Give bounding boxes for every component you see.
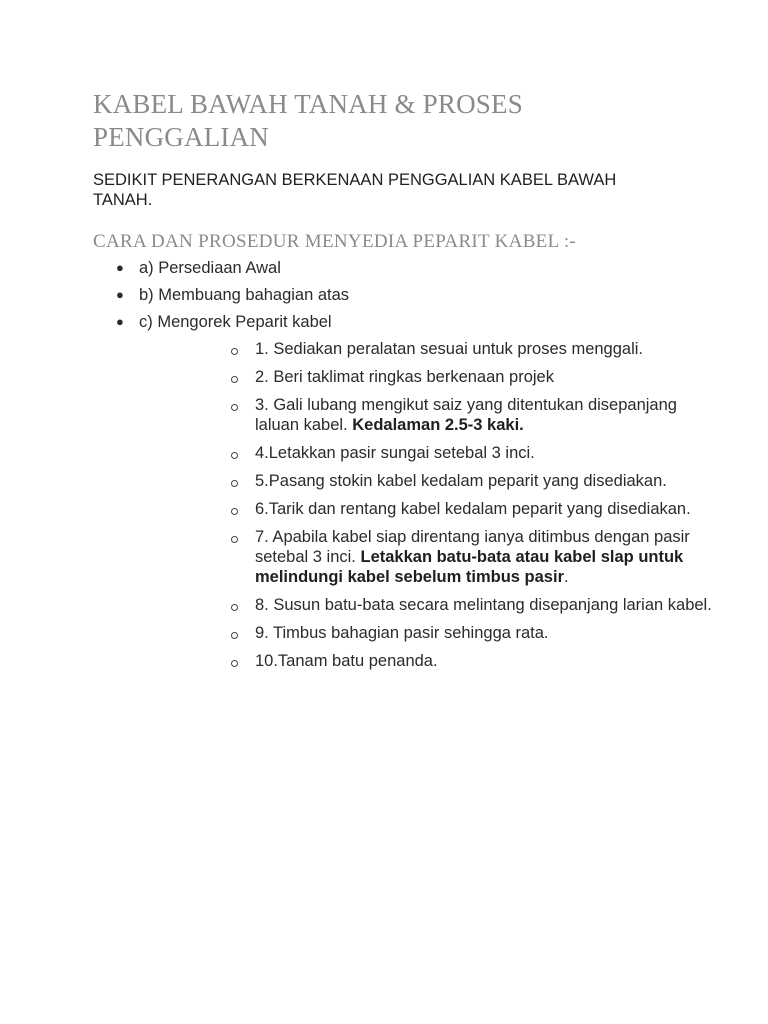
main-list: [93, 258, 712, 671]
sub-list-item: 3. Gali lubang mengikut saiz yang ditentukan disepanjang laluan kabel. Kedalaman 2.5-3 kaki.: [139, 395, 725, 435]
circle-bullet-icon: [231, 632, 238, 639]
circle-bullet-icon: [231, 536, 238, 543]
bold-text: Letakkan batu-bata atau kabel slap untuk melindungi kabel sebelum timbus pasir: [255, 548, 684, 586]
bullet-icon: ●: [116, 314, 124, 329]
circle-bullet-icon: [231, 376, 238, 383]
sub-list-item: 9. Timbus bahagian pasir sehingga rata.: [139, 623, 725, 643]
list-item-text: a) Persediaan Awal: [139, 259, 281, 277]
sub-list-item: 1. Sediakan peralatan sesuai untuk proses menggali.: [139, 339, 725, 359]
sub-list-item: 2. Beri taklimat ringkas berkenaan projek: [139, 367, 725, 387]
sub-list-item: 10.Tanam batu penanda.: [139, 651, 725, 671]
bullet-icon: ●: [116, 287, 124, 302]
sub-list-item: 4.Letakkan pasir sungai setebal 3 inci.: [139, 443, 725, 463]
circle-bullet-icon: [231, 348, 238, 355]
sub-list-item: 8. Susun batu-bata secara melintang disepanjang larian kabel.: [139, 595, 725, 615]
bullet-icon: ●: [116, 260, 124, 275]
sub-list-item: 7. Apabila kabel siap direntang ianya ditimbus dengan pasir setebal 3 inci. Letakkan batu-bata atau kabel slap untuk melindungi kabel sebelum timbus pasir.: [139, 527, 725, 587]
list-item: [93, 258, 693, 278]
circle-bullet-icon: [231, 660, 238, 667]
sub-list: [139, 339, 712, 671]
document-subtitle: SEDIKIT PENERANGAN BERKENAAN PENGGALIAN KABEL BAWAH TANAH.: [93, 171, 617, 209]
circle-bullet-icon: [231, 480, 238, 487]
sub-list-item: 6.Tarik dan rentang kabel kedalam peparit yang disediakan.: [139, 499, 725, 519]
sub-list-item: 5.Pasang stokin kabel kedalam peparit yang disediakan.: [139, 471, 725, 491]
document-title: KABEL BAWAH TANAH & PROSES PENGGALIAN: [93, 89, 523, 152]
list-item: [93, 285, 693, 305]
circle-bullet-icon: [231, 452, 238, 459]
document-page: [93, 88, 712, 679]
circle-bullet-icon: [231, 508, 238, 515]
list-item-text: c) Mengorek Peparit kabel: [139, 313, 332, 331]
list-item: [93, 312, 712, 671]
circle-bullet-icon: [231, 404, 238, 411]
circle-bullet-icon: [231, 604, 238, 611]
bold-text: Kedalaman 2.5-3 kaki.: [352, 416, 524, 434]
list-item-text: b) Membuang bahagian atas: [139, 286, 350, 304]
section-heading: CARA DAN PROSEDUR MENYEDIA PEPARIT KABEL :-: [93, 231, 577, 252]
